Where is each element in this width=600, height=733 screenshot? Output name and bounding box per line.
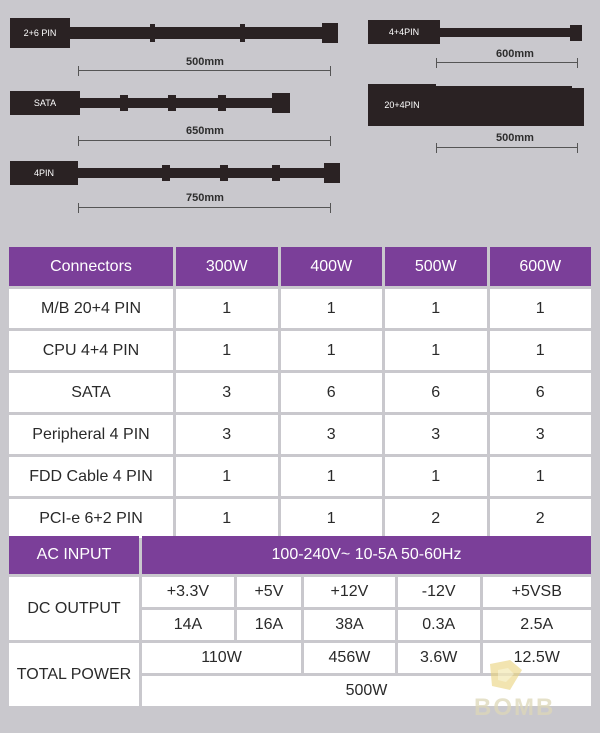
cell: 1 (281, 331, 383, 370)
cable-wire (436, 86, 572, 126)
table-row (9, 457, 591, 496)
row-label: CPU 4+4 PIN (9, 331, 173, 370)
cable-plug (570, 25, 582, 41)
cell: 3 (281, 415, 383, 454)
cell: 6 (385, 373, 487, 412)
row-label: SATA (9, 373, 173, 412)
cable-sleeve (150, 24, 155, 42)
row-label: M/B 20+4 PIN (9, 289, 173, 328)
current-neg12v: 0.3A (398, 610, 480, 640)
power-3v3-5v: 110W (142, 643, 301, 673)
cell: 1 (281, 457, 383, 496)
cable-length-4-4pin: 600mm (496, 48, 534, 60)
cable-length-2-6pin: 500mm (186, 56, 224, 68)
current-5v: 16A (237, 610, 301, 640)
cell: 1 (176, 331, 278, 370)
header-500w: 500W (385, 247, 487, 286)
cell: 6 (281, 373, 383, 412)
cable-plug (272, 93, 290, 113)
cell: 1 (176, 457, 278, 496)
cable-length-20-4pin: 500mm (496, 132, 534, 144)
header-600w: 600W (490, 247, 592, 286)
dimension-line (436, 143, 578, 153)
dimension-line (78, 203, 331, 213)
watermark-logo (470, 656, 580, 726)
cable-wire (70, 27, 325, 39)
dimension-line (78, 136, 331, 146)
header-300w: 300W (176, 247, 278, 286)
row-label: FDD Cable 4 PIN (9, 457, 173, 496)
cell: 2 (490, 499, 592, 538)
cell: 1 (281, 499, 383, 538)
cable-label-4pin: 4PIN (10, 161, 78, 185)
cell: 1 (385, 457, 487, 496)
table-row (9, 373, 591, 412)
cell: 1 (490, 331, 592, 370)
cable-plug (322, 23, 338, 43)
cell: 1 (385, 289, 487, 328)
cable-label-4-4pin: 4+4PIN (368, 20, 440, 44)
watermark-text: BOMB (474, 694, 556, 721)
cell: 1 (385, 331, 487, 370)
cable-sleeve (240, 24, 245, 42)
cable-label-2-6pin: 2+6 PIN (10, 18, 70, 48)
cell: 6 (490, 373, 592, 412)
ac-input-label: AC INPUT (9, 536, 139, 574)
cable-wire (80, 98, 280, 108)
rail-5v: +5V (237, 577, 301, 607)
cell: 1 (490, 289, 592, 328)
cable-label-20-4pin: 20+4PIN (368, 84, 436, 126)
current-3v3: 14A (142, 610, 234, 640)
row-label: PCI-e 6+2 PIN (9, 499, 173, 538)
cable-wire (440, 28, 572, 37)
cell: 3 (385, 415, 487, 454)
power-neg12v: 3.6W (398, 643, 480, 673)
cable-sleeve (218, 95, 226, 111)
cell: 1 (281, 289, 383, 328)
cable-plug (570, 88, 584, 126)
cable-sleeve (120, 95, 128, 111)
current-5vsb: 2.5A (483, 610, 591, 640)
cable-sleeve (220, 165, 228, 181)
cable-length-sata: 650mm (186, 125, 224, 137)
rail-5vsb: +5VSB (483, 577, 591, 607)
table-row (9, 289, 591, 328)
power-12v: 456W (304, 643, 395, 673)
cell: 1 (490, 457, 592, 496)
rails-row (9, 577, 591, 607)
table-row (9, 331, 591, 370)
cable-sleeve (168, 95, 176, 111)
cable-sleeve (162, 165, 170, 181)
cable-wire (78, 168, 338, 178)
total-power-value: 500W (142, 676, 591, 706)
dc-output-label: DC OUTPUT (9, 577, 139, 640)
cell: 3 (176, 373, 278, 412)
current-12v: 38A (304, 610, 395, 640)
cell: 2 (385, 499, 487, 538)
cable-plug (324, 163, 340, 183)
cell: 3 (490, 415, 592, 454)
header-400w: 400W (281, 247, 383, 286)
cell: 1 (176, 289, 278, 328)
table-header-row (9, 247, 591, 286)
ac-input-row (9, 536, 591, 574)
cell: 1 (176, 499, 278, 538)
header-connectors: Connectors (9, 247, 173, 286)
cable-length-4pin: 750mm (186, 192, 224, 204)
rail-neg12v: -12V (398, 577, 480, 607)
table-row (9, 415, 591, 454)
row-label: Peripheral 4 PIN (9, 415, 173, 454)
cable-label-sata: SATA (10, 91, 80, 115)
power-5vsb: 12.5W (483, 643, 591, 673)
rail-3v3: +3.3V (142, 577, 234, 607)
ac-input-value: 100-240V~ 10-5A 50-60Hz (142, 536, 591, 574)
cable-sleeve (272, 165, 280, 181)
cell: 3 (176, 415, 278, 454)
connectors-table (6, 244, 594, 541)
rail-12v: +12V (304, 577, 395, 607)
total-power-label: TOTAL POWER (9, 643, 139, 706)
